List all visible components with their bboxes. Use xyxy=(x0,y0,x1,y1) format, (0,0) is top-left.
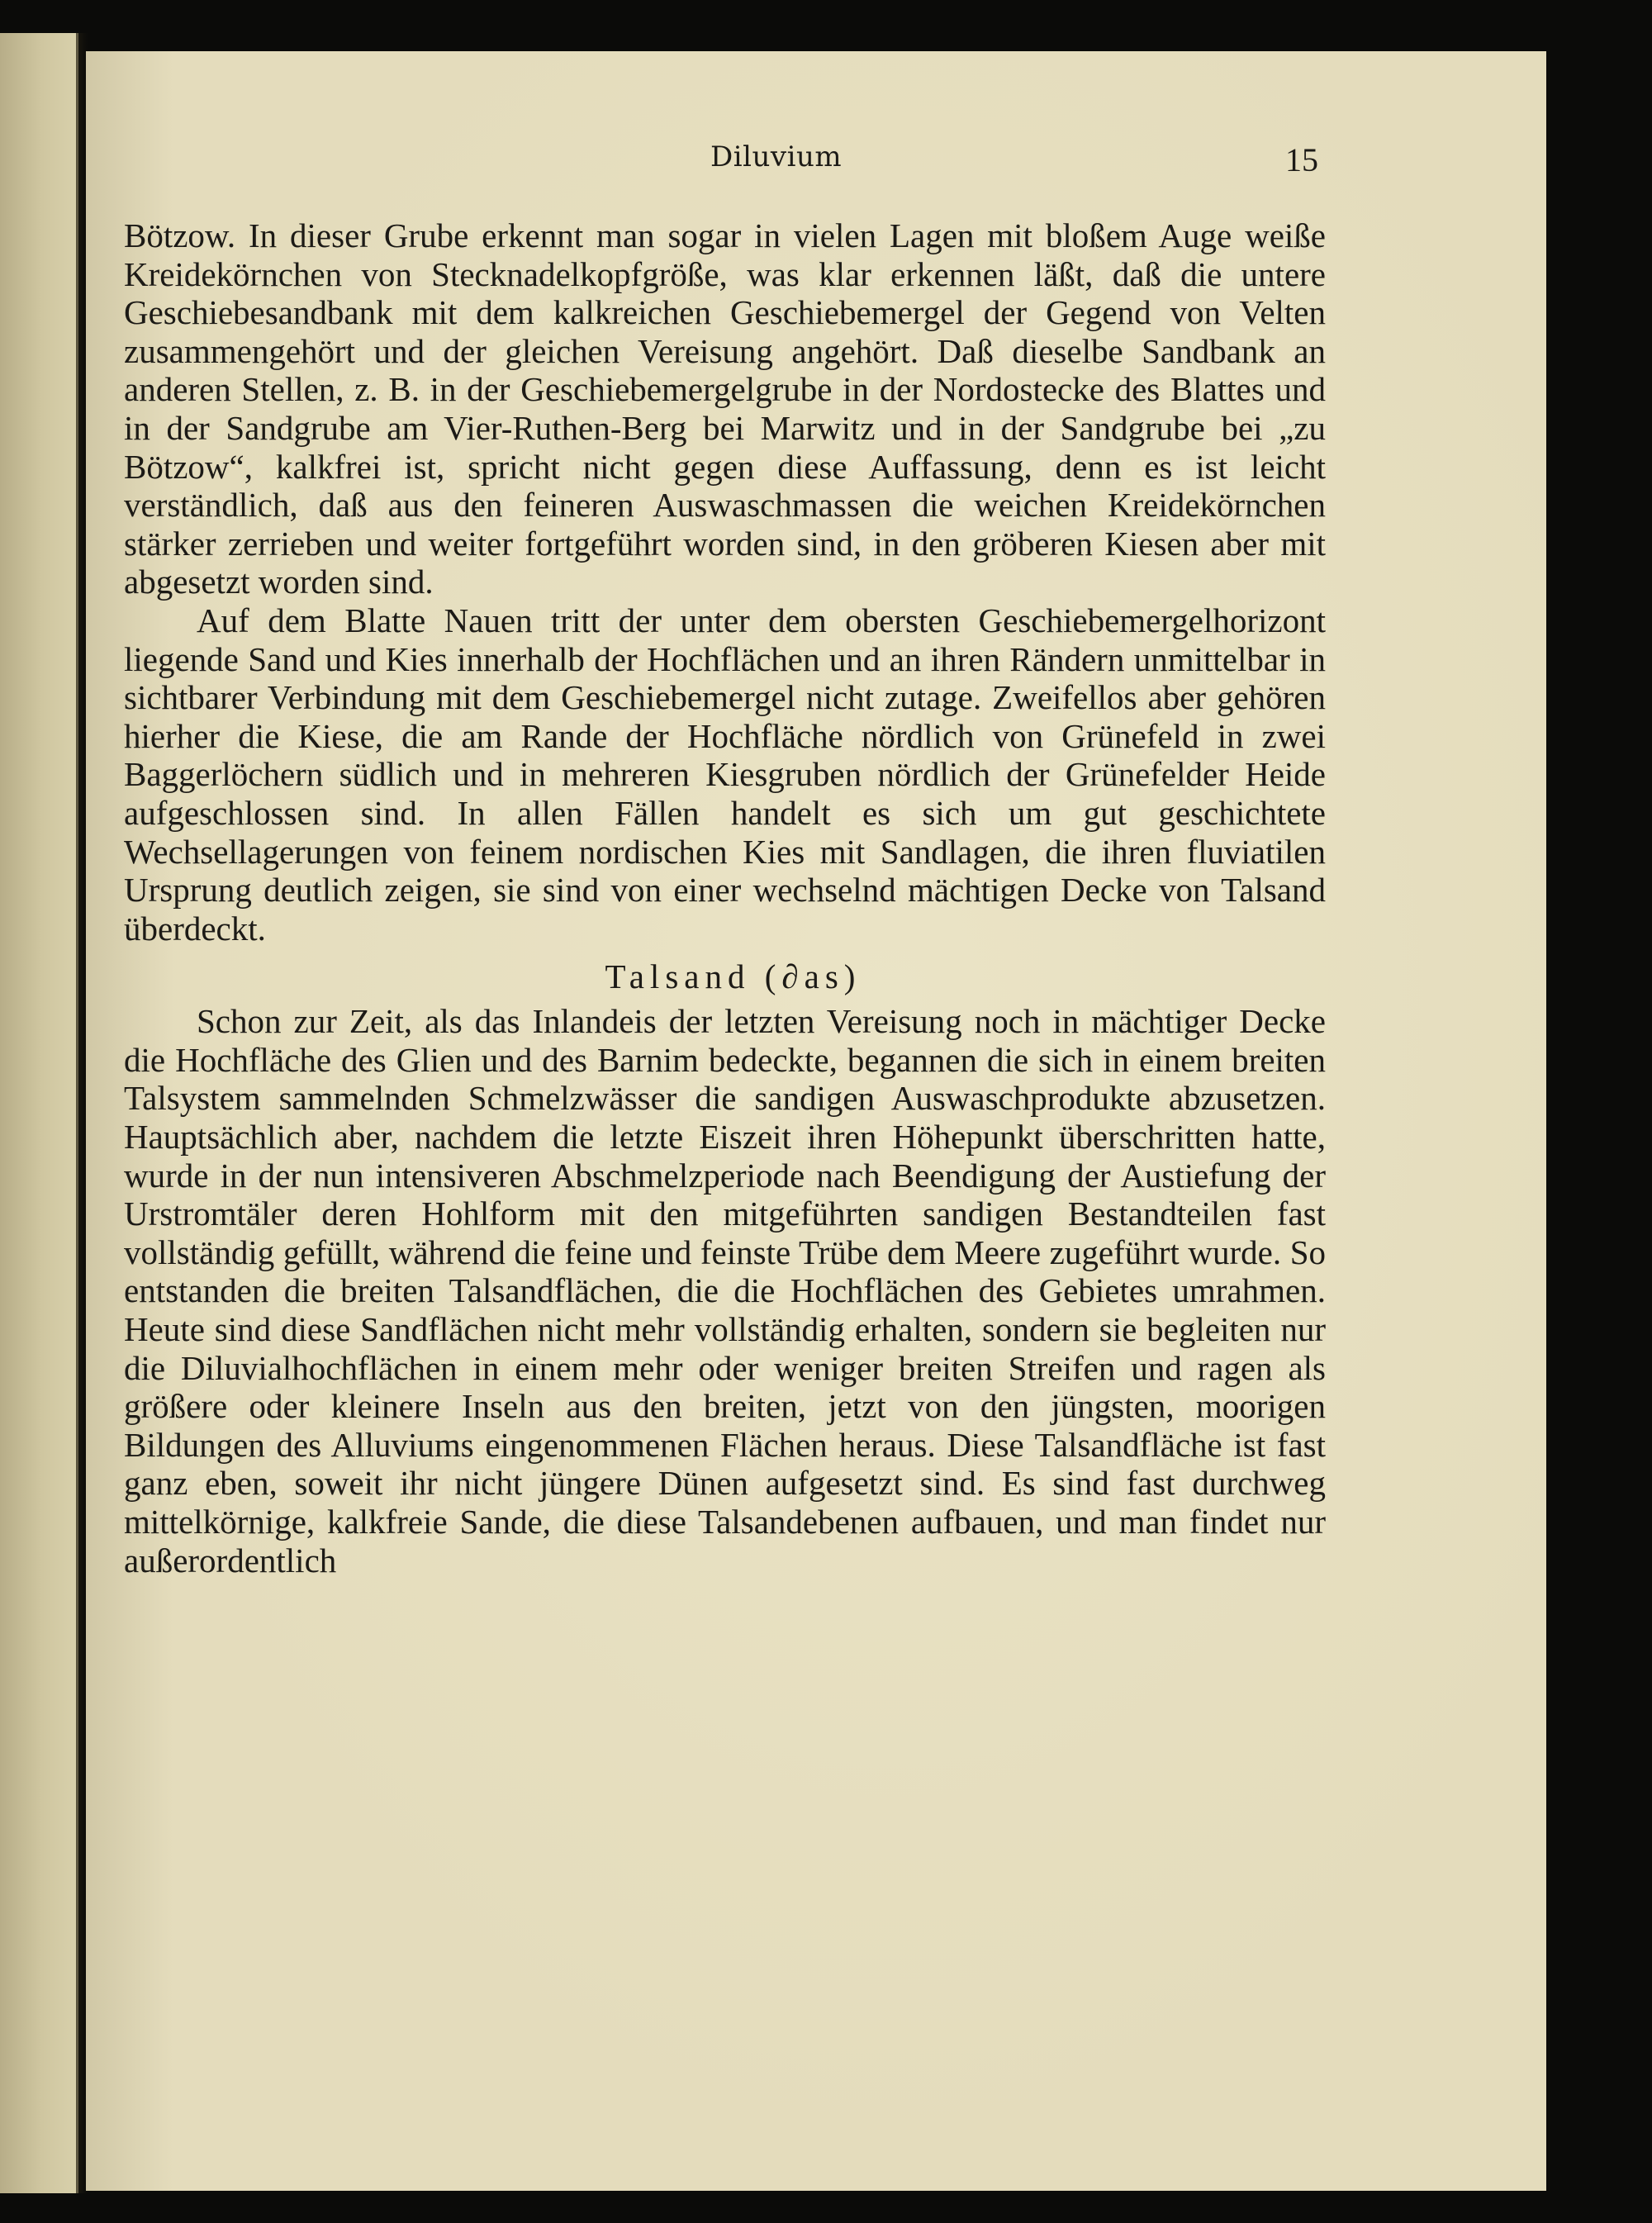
section-heading-talsand: Talsand (∂as) xyxy=(605,957,862,996)
left-page-edge xyxy=(0,33,78,2193)
running-title: Diluvium xyxy=(710,140,843,173)
page-number: 15 xyxy=(1285,141,1318,178)
running-head xyxy=(86,140,1546,190)
paragraph-continued: Bötzow. In dieser Grube erkennt man sogar in vielen Lagen mit bloßem Auge weiße Kreidekörnchen von Stecknadelkopfgröße, was klar erkennen läßt, daß die untere Geschiebesandbank mit dem kalkreichen Geschiebemergel der Gegend von Velten zusammengehört und der gleichen Vereisung angehört. Daß dieselbe Sandbank an anderen Stellen, z. B. in der Geschiebemergelgrube in der Nordostecke des Blattes und in der Sandgrube am Vier-Ruthen-Berg bei Marwitz und in der Sandgrube bei „zu Bötzow“, kalkfrei ist, spricht nicht gegen diese Auffassung, denn es ist leicht verständlich, daß aus den feineren Auswaschmassen die weichen Kreidekörnchen stärker zerrieben und weiter fortgeführt worden sind, in den gröberen Kiesen aber mit abgesetzt worden sind. xyxy=(124,216,1326,601)
body-text xyxy=(124,216,1326,1579)
paragraph-talsand: Schon zur Zeit, als das Inlandeis der letzten Vereisung noch in mächtiger Decke die Hochfläche des Glien und des Barnim bedeckte, begannen die sich in einem breiten Talsystem sammelnden Schmelzwässer die sandigen Auswaschprodukte abzusetzen. Hauptsächlich aber, nachdem die letzte Eiszeit ihren Höhepunkt überschritten hatte, wurde in der nun intensiveren Abschmelzperiode nach Beendigung der Austiefung der Urstromtäler deren Hohlform mit den mitgeführten sandigen Bestandteilen fast vollständig gefüllt, während die feine und feinste Trübe dem Meere zugeführt wurde. So entstanden die breiten Talsandflächen, die die Hochflächen des Gebietes umrahmen. Heute sind diese Sandflächen nicht mehr vollständig erhalten, sondern sie begleiten nur die Diluvialhochflächen in einem mehr oder weniger breiten Streifen und ragen als größere oder kleinere Inseln aus den breiten, jetzt von den jüngsten, moorigen Bildungen des Alluviums eingenommenen Flächen heraus. Diese Talsandfläche ist fast ganz eben, soweit ihr nicht jüngere Dünen aufgesetzt sind. Es sind fast durchweg mittelkörnige, kalkfreie Sande, die diese Talsandebenen aufbauen, und man findet nur außerordentlich xyxy=(124,1002,1326,1579)
paragraph-nauen-kiese: Auf dem Blatte Nauen tritt der unter dem obersten Geschiebemergelhorizont liegende Sand und Kies innerhalb der Hochflächen und an ihren Rändern unmittelbar in sichtbarer Verbindung mit dem Geschiebemergel nicht zutage. Zweifellos aber gehören hierher die Kiese, die am Rande der Hochfläche nördlich von Grünefeld in zwei Baggerlöchern südlich und in mehreren Kiesgruben nördlich der Grünefelder Heide aufgeschlossen sind. In allen Fällen handelt es sich um gut geschichtete Wechsellagerungen von feinem nordischen Kies mit Sandlagen, die ihren fluviatilen Ursprung deutlich zeigen, sie sind von einer wechselnd mächtigen Decke von Talsand überdeckt. xyxy=(124,601,1326,948)
